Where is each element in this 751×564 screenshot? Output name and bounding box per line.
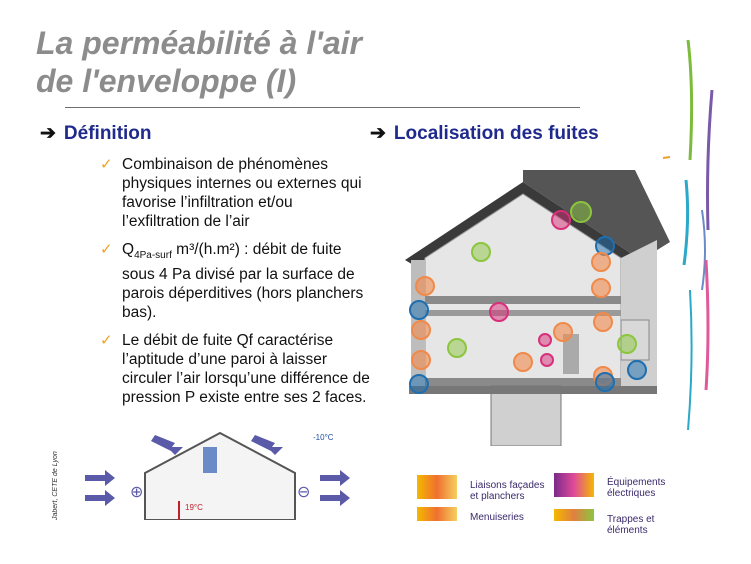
image-credit: Jabert, CETE de Lyon (52, 451, 59, 520)
arrow-right-icon: ➔ (370, 123, 386, 144)
legend-label: Équipements électriques (607, 477, 666, 499)
check-icon: ✓ (100, 332, 113, 350)
leak-marker (628, 361, 646, 379)
bullet-text: Combinaison de phénomènes physiques internes ou externes qui favorise l’infiltration et/ou l’exfiltration de l’air (122, 156, 362, 230)
leak-marker (410, 301, 428, 319)
legend-thermal-image (417, 507, 457, 521)
ground-floor (425, 378, 621, 386)
slab (409, 386, 657, 394)
title-line-2: de l'enveloppe (I) (36, 63, 297, 99)
upper-floor (425, 310, 621, 316)
temp-inside: 19°C (185, 503, 203, 512)
minus-sign: ⊖ (297, 482, 311, 501)
cellar (491, 386, 561, 446)
diagram-chimney (203, 447, 217, 473)
legend-label: Trappes et éléments (607, 514, 655, 536)
legend-item (607, 514, 687, 536)
definition-heading (40, 122, 152, 145)
leak-marker (592, 279, 610, 297)
leak-marker (554, 323, 572, 341)
legend-item (470, 512, 550, 523)
leak-marker (514, 353, 532, 371)
leak-marker (539, 334, 551, 346)
arrow-down-icon (151, 435, 183, 455)
legend-thermal-image (417, 475, 457, 499)
leak-marker (490, 303, 508, 321)
title-line-1: La perméabilité à l'air (36, 25, 362, 61)
localisation-heading (370, 122, 599, 145)
leak-legend (412, 465, 712, 536)
arrow-right-icon (85, 470, 115, 486)
house-leak-illustration (395, 150, 670, 446)
arrow-right-icon: ➔ (40, 123, 56, 144)
leak-marker (416, 277, 434, 295)
definition-bullets (100, 155, 372, 416)
leak-marker (592, 253, 610, 271)
leak-marker (410, 375, 428, 393)
leak-marker (552, 211, 570, 229)
temp-outside: -10°C (313, 433, 334, 442)
attic-floor (425, 296, 621, 304)
leak-marker (594, 313, 612, 331)
legend-item (607, 477, 687, 499)
bullet-text: Le débit de fuite Qf caractérise l’aptitude d’une paroi à laisser circuler l’air lorsqu’une différence de pression P existe entre ses 2 faces. (122, 332, 370, 407)
slide-title (36, 24, 362, 100)
bullet-item (100, 331, 372, 407)
plus-sign: ⊕ (130, 482, 144, 501)
legend-item (470, 480, 550, 502)
arrow-right-icon (320, 490, 350, 506)
leak-marker (472, 243, 490, 261)
leak-marker (412, 351, 430, 369)
legend-thermal-image (554, 473, 594, 497)
legend-label: Menuiseries (470, 512, 524, 523)
bullet-item (100, 155, 372, 231)
leak-marker (448, 339, 466, 357)
leak-marker (571, 202, 591, 222)
check-icon: ✓ (100, 241, 113, 258)
arrow-right-icon (85, 490, 115, 506)
title-divider (65, 107, 580, 108)
bullet-q-symbol: Q (122, 241, 135, 258)
check-icon: ✓ (100, 156, 113, 173)
legend-thermal-image (554, 509, 594, 521)
bullet-item (100, 240, 372, 322)
leak-marker (412, 321, 430, 339)
arrow-right-icon (320, 470, 350, 486)
bullet-q-subscript: 4Pa-surf (134, 250, 172, 262)
leak-marker (596, 373, 614, 391)
localisation-heading-label: Localisation des fuites (393, 123, 599, 144)
legend-label: Liaisons façades et planchers (470, 480, 545, 502)
leak-marker (541, 354, 553, 366)
definition-heading-label: Définition (63, 123, 152, 144)
leak-marker (618, 335, 636, 353)
bullet-text: m³/(h.m²) : débit de fuite sous 4 Pa divisé par la surface de parois déperditives (hors planchers bas). (122, 241, 364, 322)
